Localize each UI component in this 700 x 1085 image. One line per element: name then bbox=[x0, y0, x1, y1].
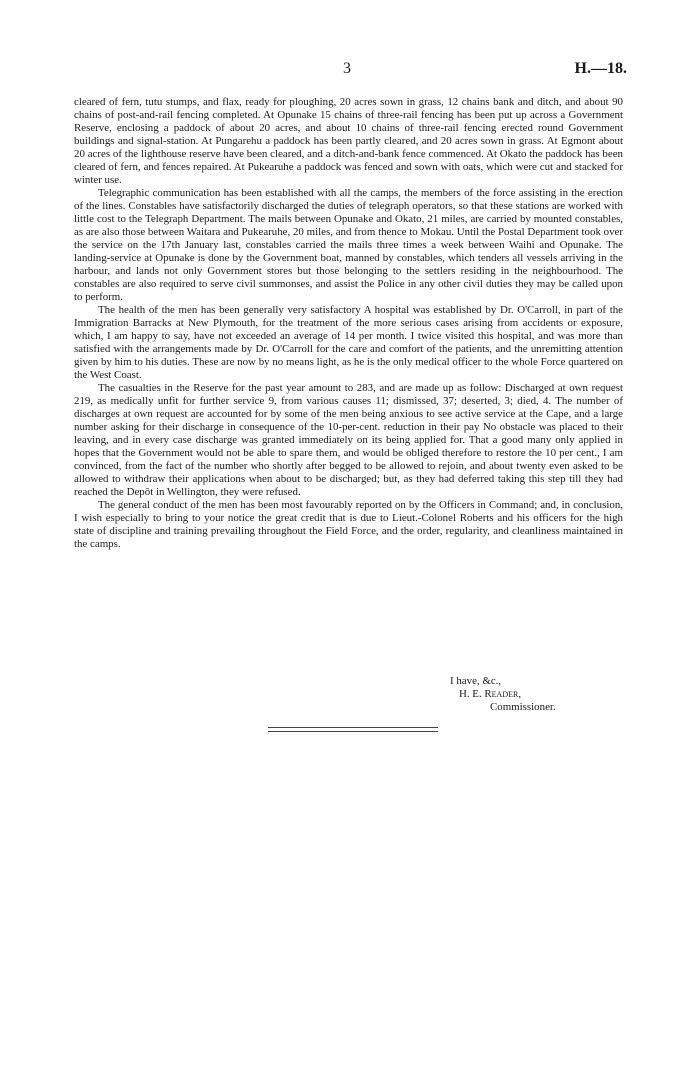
signature-title: Commissioner. bbox=[490, 701, 556, 713]
report-body bbox=[74, 96, 623, 551]
page-number: 3 bbox=[343, 60, 351, 77]
paragraph-fencing: cleared of fern, tutu stumps, and flax, ready for ploughing, 20 acres sown in grass, 12 chains bank and ditch, and about 90 chains of post-and-rail fencing completed. At Opunake 15 chains of three-rail fencing has been put up across a Government Reserve, enclosing a paddock of about 20 acres, and about 10 chains of three-rail fencing erected round Government buildings and signal-station. At Pungarehu a paddock has been partly cleared, and 20 acres sown in grass. At Egmont about 20 acres of the lighthouse reserve have been cleared, and a ditch-and-bank fence commenced. At Okato the paddock has been cleared of fern, and fences repaired. At Pukearuhe a paddock was fenced and sown with oats, which were cut and stacked for winter use. bbox=[74, 96, 623, 186]
paragraph-casualties: The casualties in the Reserve for the past year amount to 283, and are made up as follow: Discharged at own request 219, as medically unfit for further service 9, from various causes 11; dismissed, 37; deserted, 3; died, 4. The number of discharges at own request are accounted for by some of the men being anxious to see active service at the Cape, and a large number asking for their discharge in consequence of the 10-per-cent. reduction in their pay No obstacle was placed to their leaving, and in every case discharge was granted immediately on its being applied for. That a good many only applied in hopes that the Government would not be able to spare them, and would be obliged therefore to restore the 10 per cent., I am convinced, from the fact of the number who shortly after begged to be allowed to rejoin, and about twenty even asked to be allowed to withdraw their applications when about to be discharged; but, as they had deferred taking this step till they had reached the Depôt in Wellington, they were refused. bbox=[74, 382, 623, 498]
paragraph-health: The health of the men has been generally very satisfactory A hospital was established by Dr. O'Carroll, in part of the Immigration Barracks at New Plymouth, for the treatment of the more serious cases arising from accidents or exposure, which, I am happy to say, have not exceeded an average of 14 per month. I twice visited this hospital, and was more than satisfied with the arrangements made by Dr. O'Carroll for the care and comfort of the patients, and the unremitting attention given by him to his duties. These are now by no means light, as he is the only medical officer to the whole Force quartered on the West Coast. bbox=[74, 304, 623, 381]
end-rule-divider bbox=[268, 727, 438, 732]
signature-closing: I have, &c., bbox=[450, 675, 502, 687]
signature-block bbox=[450, 675, 630, 714]
document-reference: H.—18. bbox=[574, 60, 627, 77]
signature-name: H. E. Reader, bbox=[459, 688, 522, 700]
paragraph-telegraph: Telegraphic communication has been established with all the camps, the members of the force assisting in the erection of the lines. Constables have satisfactorily discharged the duties of telegraph operators, so that these stations are worked with little cost to the Telegraph Department. The mails between Opunake and Okato, 21 miles, are carried by mounted constables, as are also those between Waitara and Pukearuhe, 20 miles, and from thence to Mokau. Until the Postal Department took over the service on the 17th January last, constables carried the mails three times a week between Waihi and Opunake. The landing-service at Opunake is done by the Government boat, manned by constables, which tenders all vessels arriving in the harbour, and lands not only Government stores but those belonging to the settlers residing in the neighbourhood. The constables are also required to serve civil summonses, and assist the Police in any other civil duties they may be called upon to perform. bbox=[74, 187, 623, 303]
page-header bbox=[0, 60, 700, 80]
paragraph-conduct: The general conduct of the men has been most favourably reported on by the Officers in Command; and, in conclusion, I wish especially to bring to your notice the great credit that is due to Lieut.-Colonel Roberts and his officers for the high state of discipline and training prevailing throughout the Field Force, and the order, regularity, and cleanliness maintained in the camps. bbox=[74, 499, 623, 550]
